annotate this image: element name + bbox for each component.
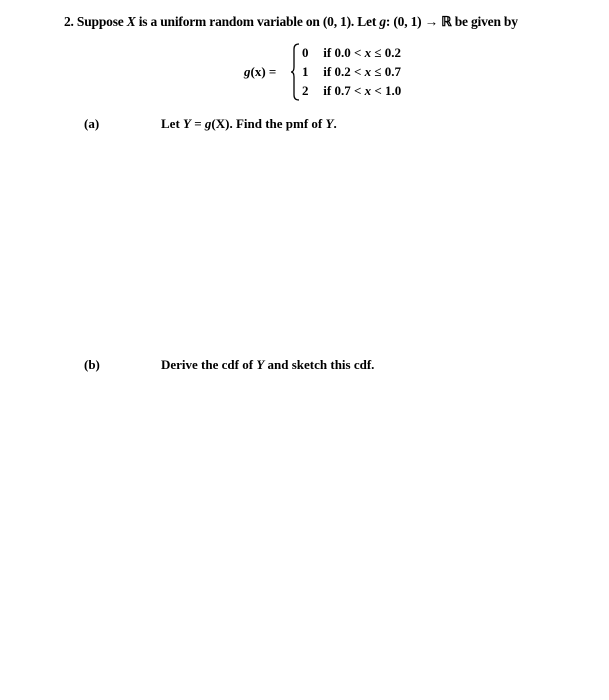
part-b-text: and sketch this cdf. (267, 357, 375, 372)
part-a-period: . (333, 116, 337, 131)
problem-statement (64, 14, 518, 30)
stem-text-2: is a uniform random variable on (0, 1). Let (138, 14, 377, 29)
part-a-text-pre: Let (161, 116, 180, 131)
case-condition-pre: if 0.2 < (323, 64, 362, 79)
part-b-var-y: Y (256, 357, 265, 372)
case-variable: x (364, 64, 372, 79)
stem-text-3: : (0, 1) → ℝ be given by (385, 14, 518, 29)
case-value: 2 (302, 83, 309, 98)
case-value: 1 (302, 64, 309, 79)
left-brace-icon (290, 43, 300, 101)
case-row (302, 83, 401, 99)
part-a-argument: (X) (211, 116, 230, 131)
lhs-function: g (244, 64, 251, 79)
part-a-function: g (204, 116, 212, 131)
part-b-question (161, 357, 374, 373)
case-condition-pre: if 0.0 < (323, 45, 362, 60)
case-variable: x (364, 45, 372, 60)
function-g: g (379, 14, 386, 29)
part-a-var-y2: Y (325, 116, 334, 131)
case-row (302, 45, 401, 61)
part-a-label: (a) (84, 116, 100, 131)
case-condition-post: ≤ 0.2 (374, 45, 401, 60)
case-value: 0 (302, 45, 309, 60)
part-a-question (161, 116, 337, 132)
part-a-equals: = (194, 116, 202, 131)
part-a-text: . Find the pmf of (229, 116, 323, 131)
case-condition-pre: if 0.7 < (323, 83, 362, 98)
piecewise-lhs (244, 64, 276, 80)
stem-text-1: Suppose (76, 14, 124, 29)
part-b-label: (b) (84, 357, 100, 372)
part-b-text-pre: Derive the cdf of (161, 357, 254, 372)
lhs-argument: (x) = (250, 64, 277, 79)
part-a-var-y: Y (183, 116, 191, 131)
case-condition-post: ≤ 0.7 (374, 64, 401, 79)
case-condition-post: < 1.0 (374, 83, 402, 98)
case-variable: x (364, 83, 372, 98)
case-row (302, 64, 401, 80)
problem-number: 2. (64, 14, 74, 29)
variable-x: X (126, 14, 136, 29)
piecewise-definition (244, 43, 444, 103)
